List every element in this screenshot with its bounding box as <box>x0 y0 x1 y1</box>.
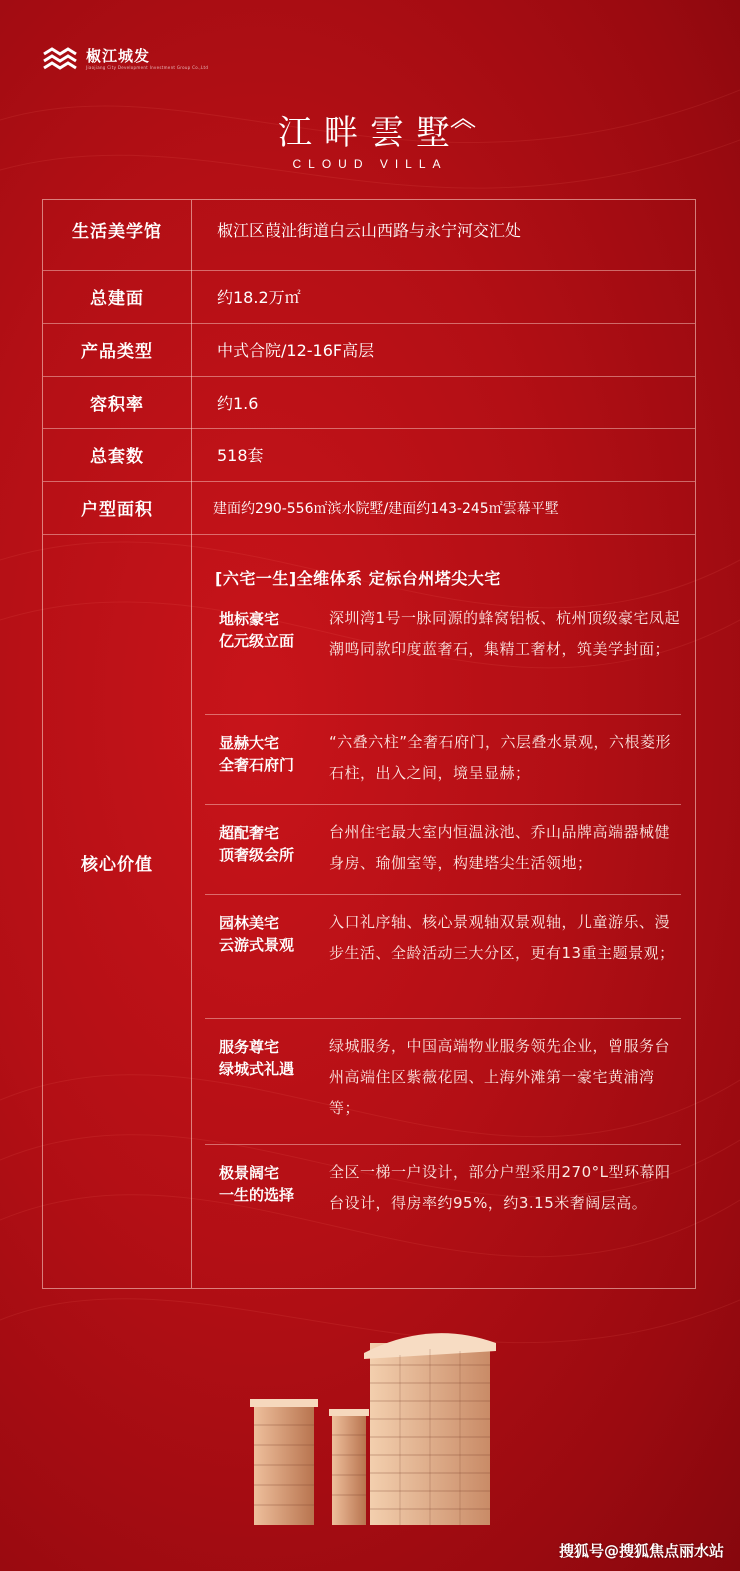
core-item-title: 超配奢宅 顶奢级会所 <box>219 824 295 864</box>
row-label: 生活美学馆 <box>72 221 162 242</box>
core-item-title: 极景阔宅 一生的选择 <box>219 1164 295 1204</box>
core-item-title: 园林美宅 云游式景观 <box>219 914 295 954</box>
row-label: 总建面 <box>90 289 144 309</box>
row-value: 椒江区葭沚街道白云山西路与永宁河交汇处 <box>217 220 522 240</box>
core-item <box>219 732 685 789</box>
row-value: 建面约290-556㎡滨水院墅/建面约143-245㎡雲幕平墅 <box>213 500 559 517</box>
row-label: 容积率 <box>90 395 144 415</box>
core-item <box>219 822 685 879</box>
core-item-title: 地标豪宅 亿元级立面 <box>219 610 295 650</box>
item-divider <box>205 1018 681 1019</box>
core-item-desc: 绿城服务，中国高端物业服务领先企业，曾服务台州高端住区紫薇花园、上海外滩第一豪宅黄浦湾等； <box>329 1037 671 1117</box>
table-row <box>43 200 695 258</box>
row-divider <box>43 534 695 535</box>
row-label: 产品类型 <box>81 342 153 362</box>
project-name-cn: 江畔雲墅 <box>278 113 462 153</box>
project-logo <box>0 113 740 171</box>
table-row <box>43 323 695 376</box>
core-item-desc: 台州住宅最大室内恒温泳池、乔山品牌高端器械健身房、瑜伽室等，构建塔尖生活领地； <box>329 823 671 872</box>
core-item-title: 显赫大宅 全奢石府门 <box>219 734 295 774</box>
brand-logo <box>42 46 208 72</box>
core-item-desc: 入口礼序轴、核心景观轴双景观轴，儿童游乐、漫步生活、全龄活动三大分区，更有13重主题景观； <box>329 913 675 962</box>
project-info-table <box>42 199 696 1289</box>
table-row <box>43 270 695 323</box>
core-item <box>219 1036 685 1124</box>
table-row <box>43 376 695 429</box>
brand-wave-icon <box>42 46 78 72</box>
item-divider <box>205 1144 681 1145</box>
brand-name: 椒江城发 <box>86 47 151 65</box>
table-row <box>43 428 695 481</box>
roof-icon <box>450 117 476 129</box>
row-value: 518套 <box>217 446 264 465</box>
core-item-desc: “六叠六柱”全奢石府门，六层叠水景观，六根菱形石柱，出入之间，境呈显赫； <box>329 733 672 782</box>
core-value-label: 核心价值 <box>81 855 153 875</box>
project-name-en: CLOUD VILLA <box>292 157 448 171</box>
row-value: 约18.2万㎡ <box>217 288 301 307</box>
table-row <box>43 481 695 534</box>
brand-subtitle: Jiaojiang City Development Investment Group Co.,Ltd <box>86 65 209 70</box>
row-value: 中式合院/12-16F高层 <box>217 341 375 360</box>
core-item-title: 服务尊宅 绿城式礼遇 <box>219 1038 295 1078</box>
core-item <box>219 1162 685 1219</box>
watermark: 搜狐号@搜狐焦点丽水站 <box>558 1542 724 1560</box>
row-label: 户型面积 <box>81 500 153 520</box>
core-item <box>219 912 685 969</box>
building-illustration <box>240 1325 520 1525</box>
row-value: 约1.6 <box>217 394 259 413</box>
row-label: 总套数 <box>90 447 144 467</box>
item-divider <box>205 714 681 715</box>
item-divider <box>205 894 681 895</box>
core-item-desc: 深圳湾1号一脉同源的蜂窝铝板、杭州顶级豪宅凤起潮鸣同款印度蓝奢石，集精工奢材，筑美学封面； <box>329 609 681 658</box>
core-item <box>219 608 685 665</box>
core-item-desc: 全区一梯一户设计，部分户型采用270°L型环幕阳台设计，得房率约95%，约3.15米奢阔层高。 <box>329 1163 671 1212</box>
core-value-title: [六宅一生]全维体系 定标台州塔尖大宅 <box>215 569 501 588</box>
item-divider <box>205 804 681 805</box>
